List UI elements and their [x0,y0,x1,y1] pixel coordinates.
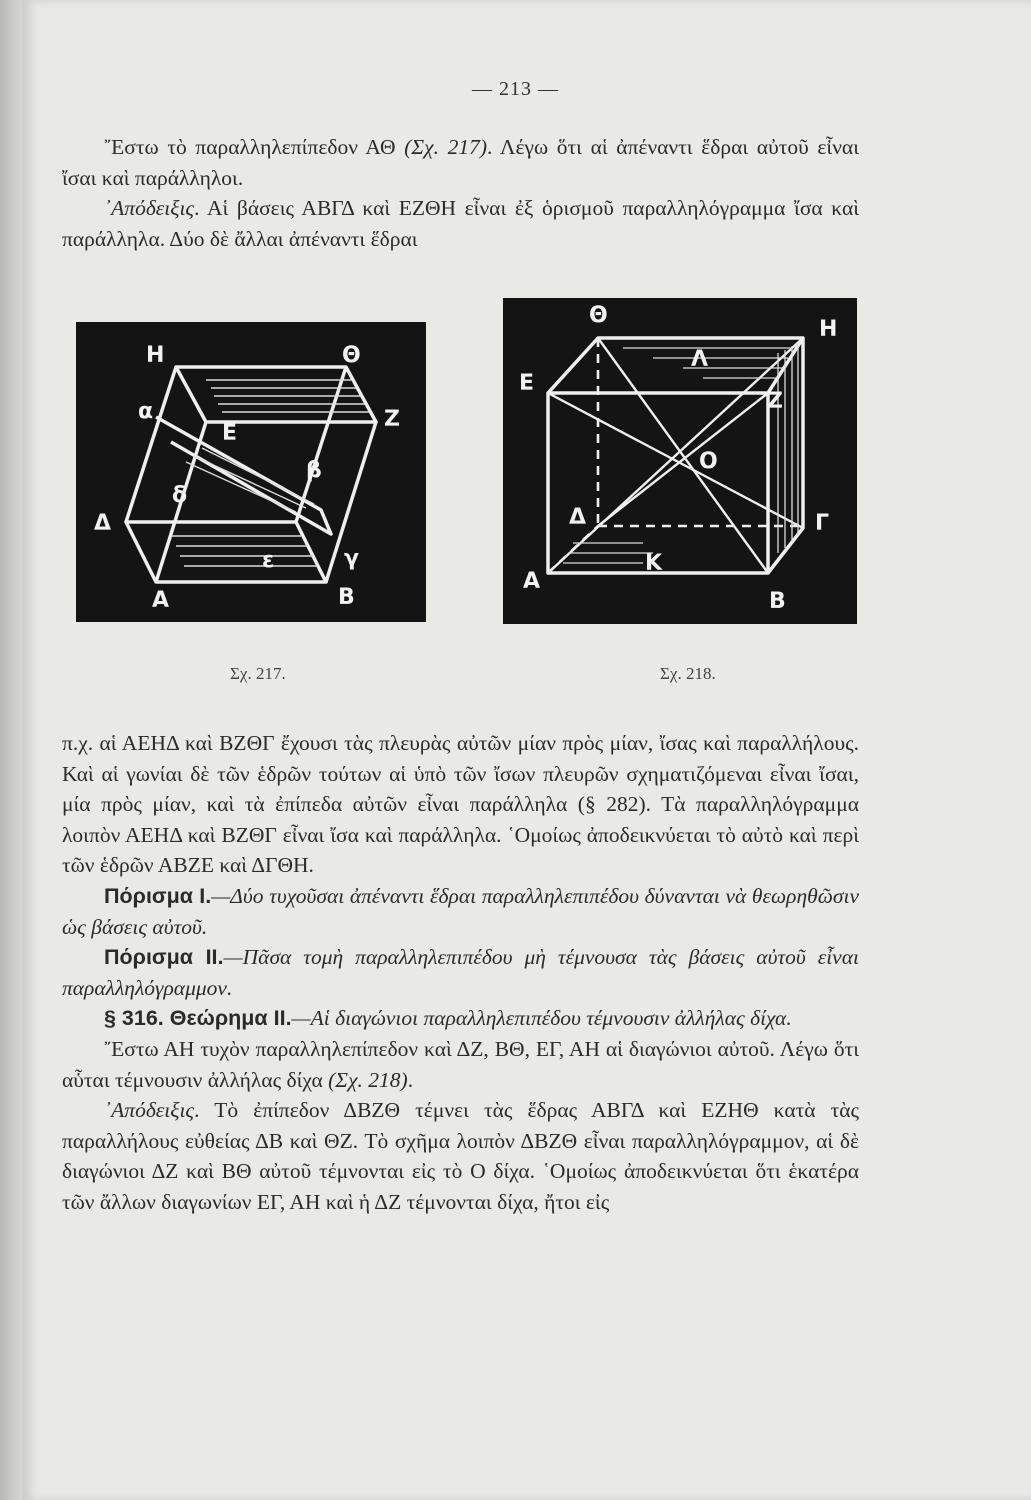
corollary-1 [62,881,859,942]
label-H-217: Η [146,343,165,368]
label-E-217: Ε [222,421,238,446]
label-A-217: Α [152,588,170,613]
figure-reference-218: (Σχ. 218) [328,1067,408,1092]
figure-reference-217: (Σχ. 217) [404,135,488,159]
proof-paragraph-2 [62,1095,859,1217]
label-Z-218: Ζ [767,389,783,414]
label-b-217: β [306,458,322,483]
page-number: — 213 — [472,78,559,100]
paragraph-faces: π.χ. αἱ ΑΕΗΔ καὶ ΒΖΘΓ ἔχουσι τὰς πλευρὰς αὐτῶν μίαν πρὸς μίαν, ἴσας καὶ παραλλήλους. Καὶ αἱ γωνίαι δὲ τῶν ἑδρῶν τούτων αἱ ὑπὸ τῶν ἴσων πλευρῶν σχηματιζόμεναι εἶναι ἴσαι, μία πρὸς μίαν, καὶ τὰ ἐπίπεδα αὐτῶν εἶναι παράλληλα (§ 282). Τὰ παραλληλόγραμμα λοιπὸν ΑΕΗΔ καὶ ΒΖΘΓ εἶναι ἴσα καὶ παράλληλα. ῾Ομοίως ἀποδεικνύεται τὸ αὐτὸ καὶ περὶ τῶν ἑδρῶν ΑΒΖΕ καὶ ΔΓΘΗ. [62,731,859,878]
label-g-217: γ [344,546,359,571]
diagonals-statement: ῎Εστω ΑΗ τυχὸν παραλληλεπίπεδον καὶ ΔΖ, ΒΘ, ΕΓ, ΑΗ αἱ διαγώνιοι αὐτοῦ. Λέγω ὅτι αὗται τέμνουσιν ἀλλήλας δίχα [62,1036,859,1092]
main-text [62,728,859,1218]
intro-paragraph [62,132,859,193]
corollary-2-label: Πόρισμα ΙΙ. [104,945,224,970]
label-E-218: Ε [519,371,535,396]
figure-218 [503,298,857,624]
corollary-2-text: —Πᾶσα τομὴ παραλληλεπιπέδου μὴ τέμνουσα τὰς βάσεις αὐτοῦ εἶναι παραλληλόγραμμον. [62,945,859,1000]
diagonals-period: . [407,1067,414,1092]
label-G-218: Γ [815,511,830,536]
theorem-label: § 316. Θεώρημα ΙΙ. [104,1006,292,1031]
label-d-217: δ [172,483,188,508]
book-gutter [0,0,22,1500]
proof-label: ᾿Απόδειξις [104,196,195,221]
label-K-218: Κ [645,551,663,576]
label-H-218: Η [819,317,838,342]
intro-claim: . Λέγω ὅτι αἱ ἀπέναντι ἕδραι αὐτοῦ εἶναι ἴσαι καὶ παράλληλοι. [62,135,859,190]
proof-2-label: ᾿Απόδειξις [104,1098,195,1123]
label-O-218: Ο [699,449,718,474]
label-Th-218: Θ [589,303,608,328]
caption-218: Σχ. 218. [660,664,716,683]
label-B-218: Β [769,589,786,614]
label-D-218: Δ [569,505,587,530]
figure-217 [76,322,426,622]
caption-217: Σχ. 217. [230,664,286,683]
label-A-218: Α [523,569,541,594]
label-Th-217: Θ [342,343,361,368]
label-a-217: α [138,399,154,424]
label-eps-217: ε [262,548,275,573]
proof-text: . Αἱ βάσεις ΑΒΓΔ καὶ ΕΖΘΗ εἶναι ἐξ ὁρισμοῦ παραλληλόγραμμα ἴσα καὶ παράλληλα. Δύο δὲ ἄλλαι ἀπέναντι ἕδραι [62,196,859,251]
intro-statement: ῎Εστω τὸ παραλληλεπίπεδον ΑΘ [104,135,405,159]
corollary-2 [62,942,859,1003]
corollary-1-text: —Δύο τυχοῦσαι ἀπέναντι ἕδραι παραλληλεπιπέδου δύνανται νὰ θεωρηθῶσιν ὡς βάσεις αὐτοῦ. [62,883,859,939]
proof-paragraph-1 [62,193,859,254]
label-Z-217: Ζ [384,407,400,432]
intro-text [62,132,859,254]
label-D-217: Δ [94,511,112,536]
theorem-316 [62,1003,859,1034]
proof-2-text: . Τὸ ἐπίπεδον ΔΒΖΘ τέμνει τὰς ἕδρας ΑΒΓΔ καὶ ΕΖΗΘ κατὰ τὰς παραλλήλους εὐθείας ΔΒ καὶ ΘΖ. Τὸ σχῆμα λοιπὸν ΔΒΖΘ εἶναι παραλληλόγραμμον, αἱ δὲ διαγώνιοι ΔΖ καὶ ΒΘ αὐτοῦ τέμνονται εἰς τὸ Ο δίχα. ῾Ομοίως ἀποδεικνύεται ὅτι ἑκατέρα τῶν ἄλλων διαγωνίων ΕΓ, ΑΗ καὶ ἡ ΔΖ τέμνονται δίχα, ἤτοι εἰς [62,1098,859,1214]
theorem-text: —Αἱ διαγώνιοι παραλληλεπιπέδου τέμνουσιν ἀλλήλας δίχα. [291,1006,792,1031]
figure-217-drawing [76,322,426,622]
figure-218-drawing [503,298,857,624]
label-B-217: Β [338,585,355,610]
label-L-218: Λ [691,347,709,372]
corollary-1-label: Πόρισμα Ι. [104,883,212,908]
paragraph-diagonals [62,1034,859,1095]
